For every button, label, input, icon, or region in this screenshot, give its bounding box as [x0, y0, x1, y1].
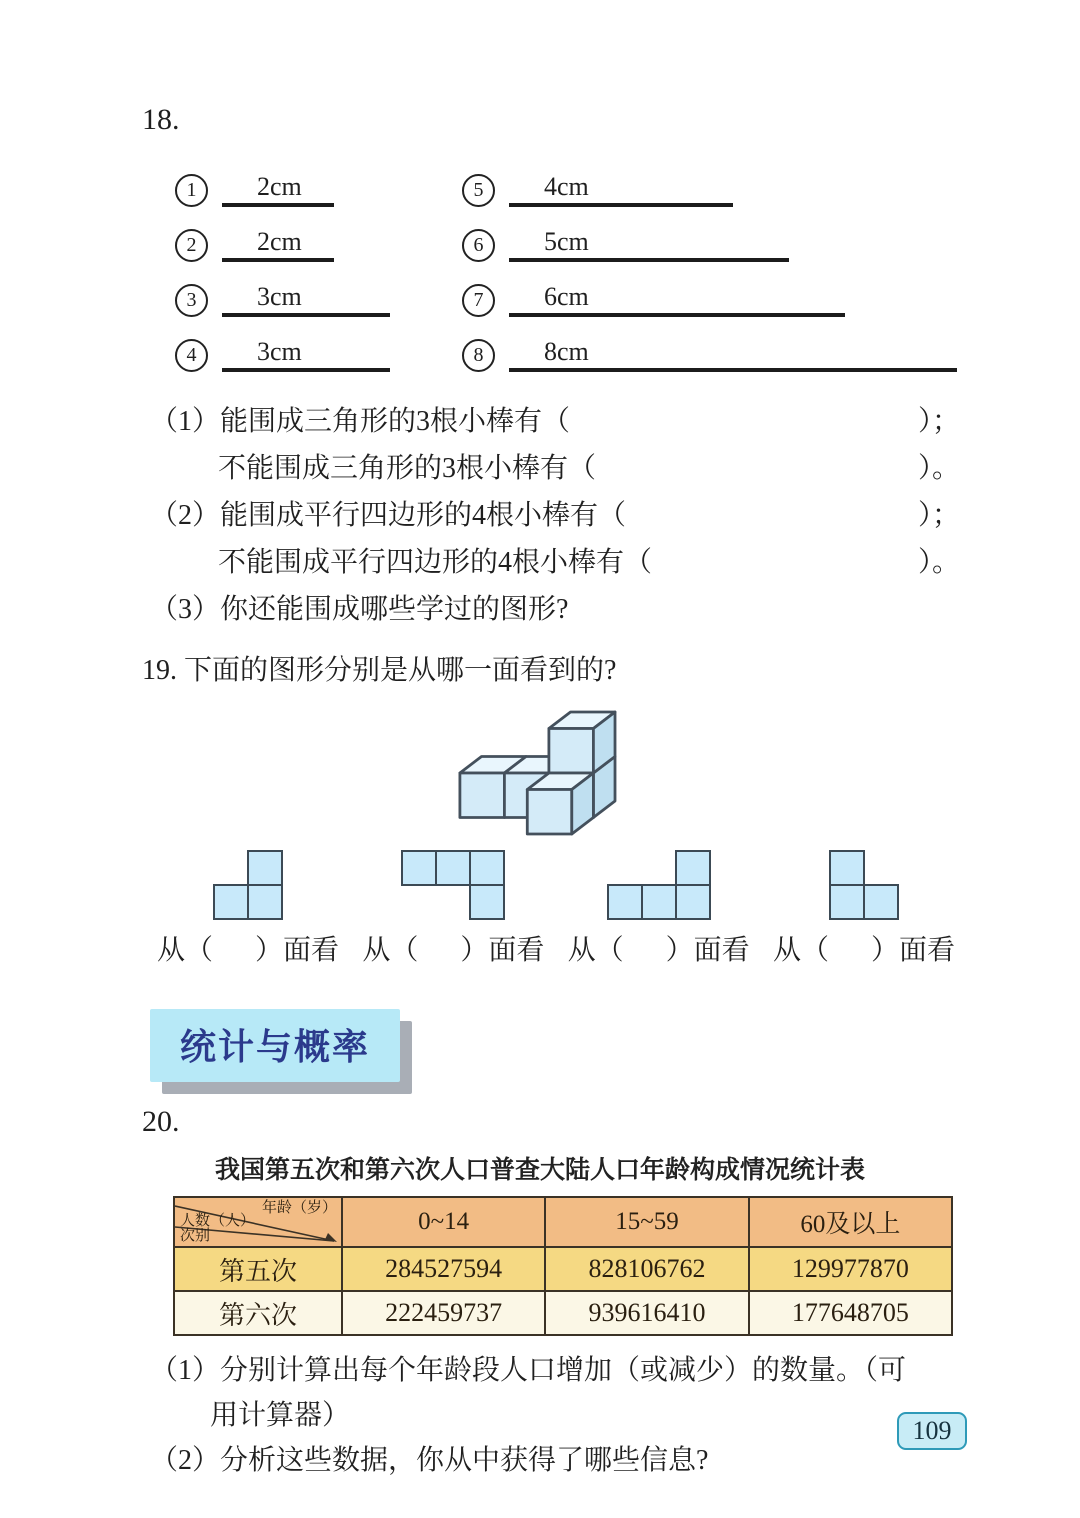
page-number-badge: 109 [897, 1412, 967, 1450]
row-label: 第六次 [174, 1291, 342, 1335]
subquestion-text: （2）能围成平行四边形的4根小棒有（ [150, 500, 627, 531]
view-label-suffix: ）面看 [255, 935, 340, 966]
subquestion-text: 不能围成平行四边形的4根小棒有（ [218, 547, 653, 578]
table-column-header: 0~14 [342, 1197, 545, 1247]
stick-row [462, 317, 957, 372]
stick-row [462, 262, 957, 317]
stick-length-label: 3cm [257, 282, 302, 311]
subquestion-text: （1）能围成三角形的3根小棒有（ [150, 406, 571, 437]
q20-questions [150, 1348, 962, 1483]
census-corner-cell [174, 1197, 342, 1247]
cell-value: 129977870 [749, 1247, 952, 1291]
view-shape-column [561, 849, 757, 969]
q18-subquestion-line [150, 586, 960, 633]
view-direction-label [157, 933, 339, 969]
stick-length-label: 2cm [257, 172, 302, 201]
cell-value: 177648705 [749, 1291, 952, 1335]
q18-subquestion-line [150, 492, 960, 539]
subquestion-tail: ）； [917, 406, 960, 437]
cell-value: 939616410 [545, 1291, 748, 1335]
view-label-prefix: 从（ [362, 935, 419, 966]
cell-value: 828106762 [545, 1247, 748, 1291]
q20-question-line: 用计算器） [210, 1400, 351, 1431]
subquestion-text: 不能围成三角形的3根小棒有（ [218, 453, 597, 484]
stick-line [509, 220, 789, 262]
stick-line [222, 330, 390, 372]
q20-question-line: （1）分别计算出每个年龄段人口增加（或减少）的数量。（可 [150, 1355, 907, 1386]
view-direction-label [568, 933, 750, 969]
corner-age-label: 年龄（岁） [261, 1200, 337, 1216]
stick-circle-number: 5 [462, 174, 495, 207]
stick-circle-number: 8 [462, 339, 495, 372]
cell-value: 222459737 [342, 1291, 545, 1335]
stick-row [175, 262, 390, 317]
stick-line [509, 275, 845, 317]
stick-line [222, 165, 334, 207]
q20-question-line: （2）分析这些数据，你从中获得了哪些信息? [150, 1445, 709, 1476]
view-direction-label [362, 933, 544, 969]
corner-count-label: 人数（人） [180, 1213, 256, 1229]
sticks-col-right [462, 152, 957, 372]
subquestion-tail: ）。 [917, 453, 960, 484]
stick-line [222, 275, 390, 317]
stick-length-label: 3cm [257, 337, 302, 366]
view-shape-column [150, 849, 346, 969]
stick-length-label: 8cm [544, 337, 589, 366]
view-label-prefix: 从（ [772, 935, 829, 966]
stick-row [175, 152, 390, 207]
subquestion-tail: ）； [917, 500, 960, 531]
q19-prompt: 19. 下面的图形分别是从哪一面看到的? [142, 655, 617, 686]
stick-line [222, 220, 334, 262]
view-shape-column [766, 849, 962, 969]
table-column-header: 15~59 [545, 1197, 748, 1247]
stick-row [462, 207, 957, 262]
subquestion-text: （3）你还能围成哪些学过的图形? [150, 594, 569, 625]
view-label-suffix: ）面看 [870, 935, 955, 966]
table-row [174, 1247, 952, 1291]
census-table-body [174, 1247, 952, 1335]
census-header-row [174, 1197, 952, 1247]
q18-number: 18. [142, 103, 180, 136]
view-label-suffix: ）面看 [460, 935, 545, 966]
corner-category-label: 次别 [180, 1228, 211, 1244]
view-label-suffix: ）面看 [665, 935, 750, 966]
q19-view-shapes [150, 849, 962, 969]
q18-subquestion-line [150, 445, 960, 492]
census-table-title: 我国第五次和第六次人口普查大陆人口年龄构成情况统计表 [214, 1155, 865, 1184]
cube-figure-wrap [0, 703, 1080, 845]
stick-row [175, 207, 390, 262]
stick-circle-number: 3 [175, 284, 208, 317]
stick-row [462, 152, 957, 207]
stick-circle-number: 7 [462, 284, 495, 317]
table-column-header: 60及以上 [749, 1197, 952, 1247]
q18-subquestion-line [150, 398, 960, 445]
view-label-prefix: 从（ [567, 935, 624, 966]
q18-subquestion-line [150, 539, 960, 586]
row-label: 第五次 [174, 1247, 342, 1291]
view-shape-1 [212, 849, 284, 921]
view-shape-3 [606, 849, 712, 921]
stick-line [509, 165, 733, 207]
subquestion-tail: ）。 [917, 547, 960, 578]
q18-sticks-figure [0, 152, 1080, 384]
view-label-prefix: 从（ [156, 935, 213, 966]
stick-circle-number: 2 [175, 229, 208, 262]
stick-length-label: 6cm [544, 282, 589, 311]
section-header-box [150, 1009, 400, 1082]
view-shape-4 [828, 849, 900, 921]
stick-length-label: 4cm [544, 172, 589, 201]
view-direction-label [773, 933, 955, 969]
sticks-col-left [175, 152, 390, 372]
view-shape-2 [400, 849, 506, 921]
stick-circle-number: 6 [462, 229, 495, 262]
stick-length-label: 2cm [257, 227, 302, 256]
census-table [173, 1196, 953, 1336]
table-row [174, 1291, 952, 1335]
cube-stack-figure [451, 703, 629, 843]
stick-circle-number: 4 [175, 339, 208, 372]
stick-row [175, 317, 390, 372]
q20-number: 20. [142, 1105, 180, 1138]
view-shape-column [355, 849, 551, 969]
stick-line [509, 330, 957, 372]
section-header-title: 统计与概率 [180, 1027, 371, 1068]
stick-length-label: 5cm [544, 227, 589, 256]
stick-circle-number: 1 [175, 174, 208, 207]
q18-subquestions [150, 398, 960, 633]
cell-value: 284527594 [342, 1247, 545, 1291]
